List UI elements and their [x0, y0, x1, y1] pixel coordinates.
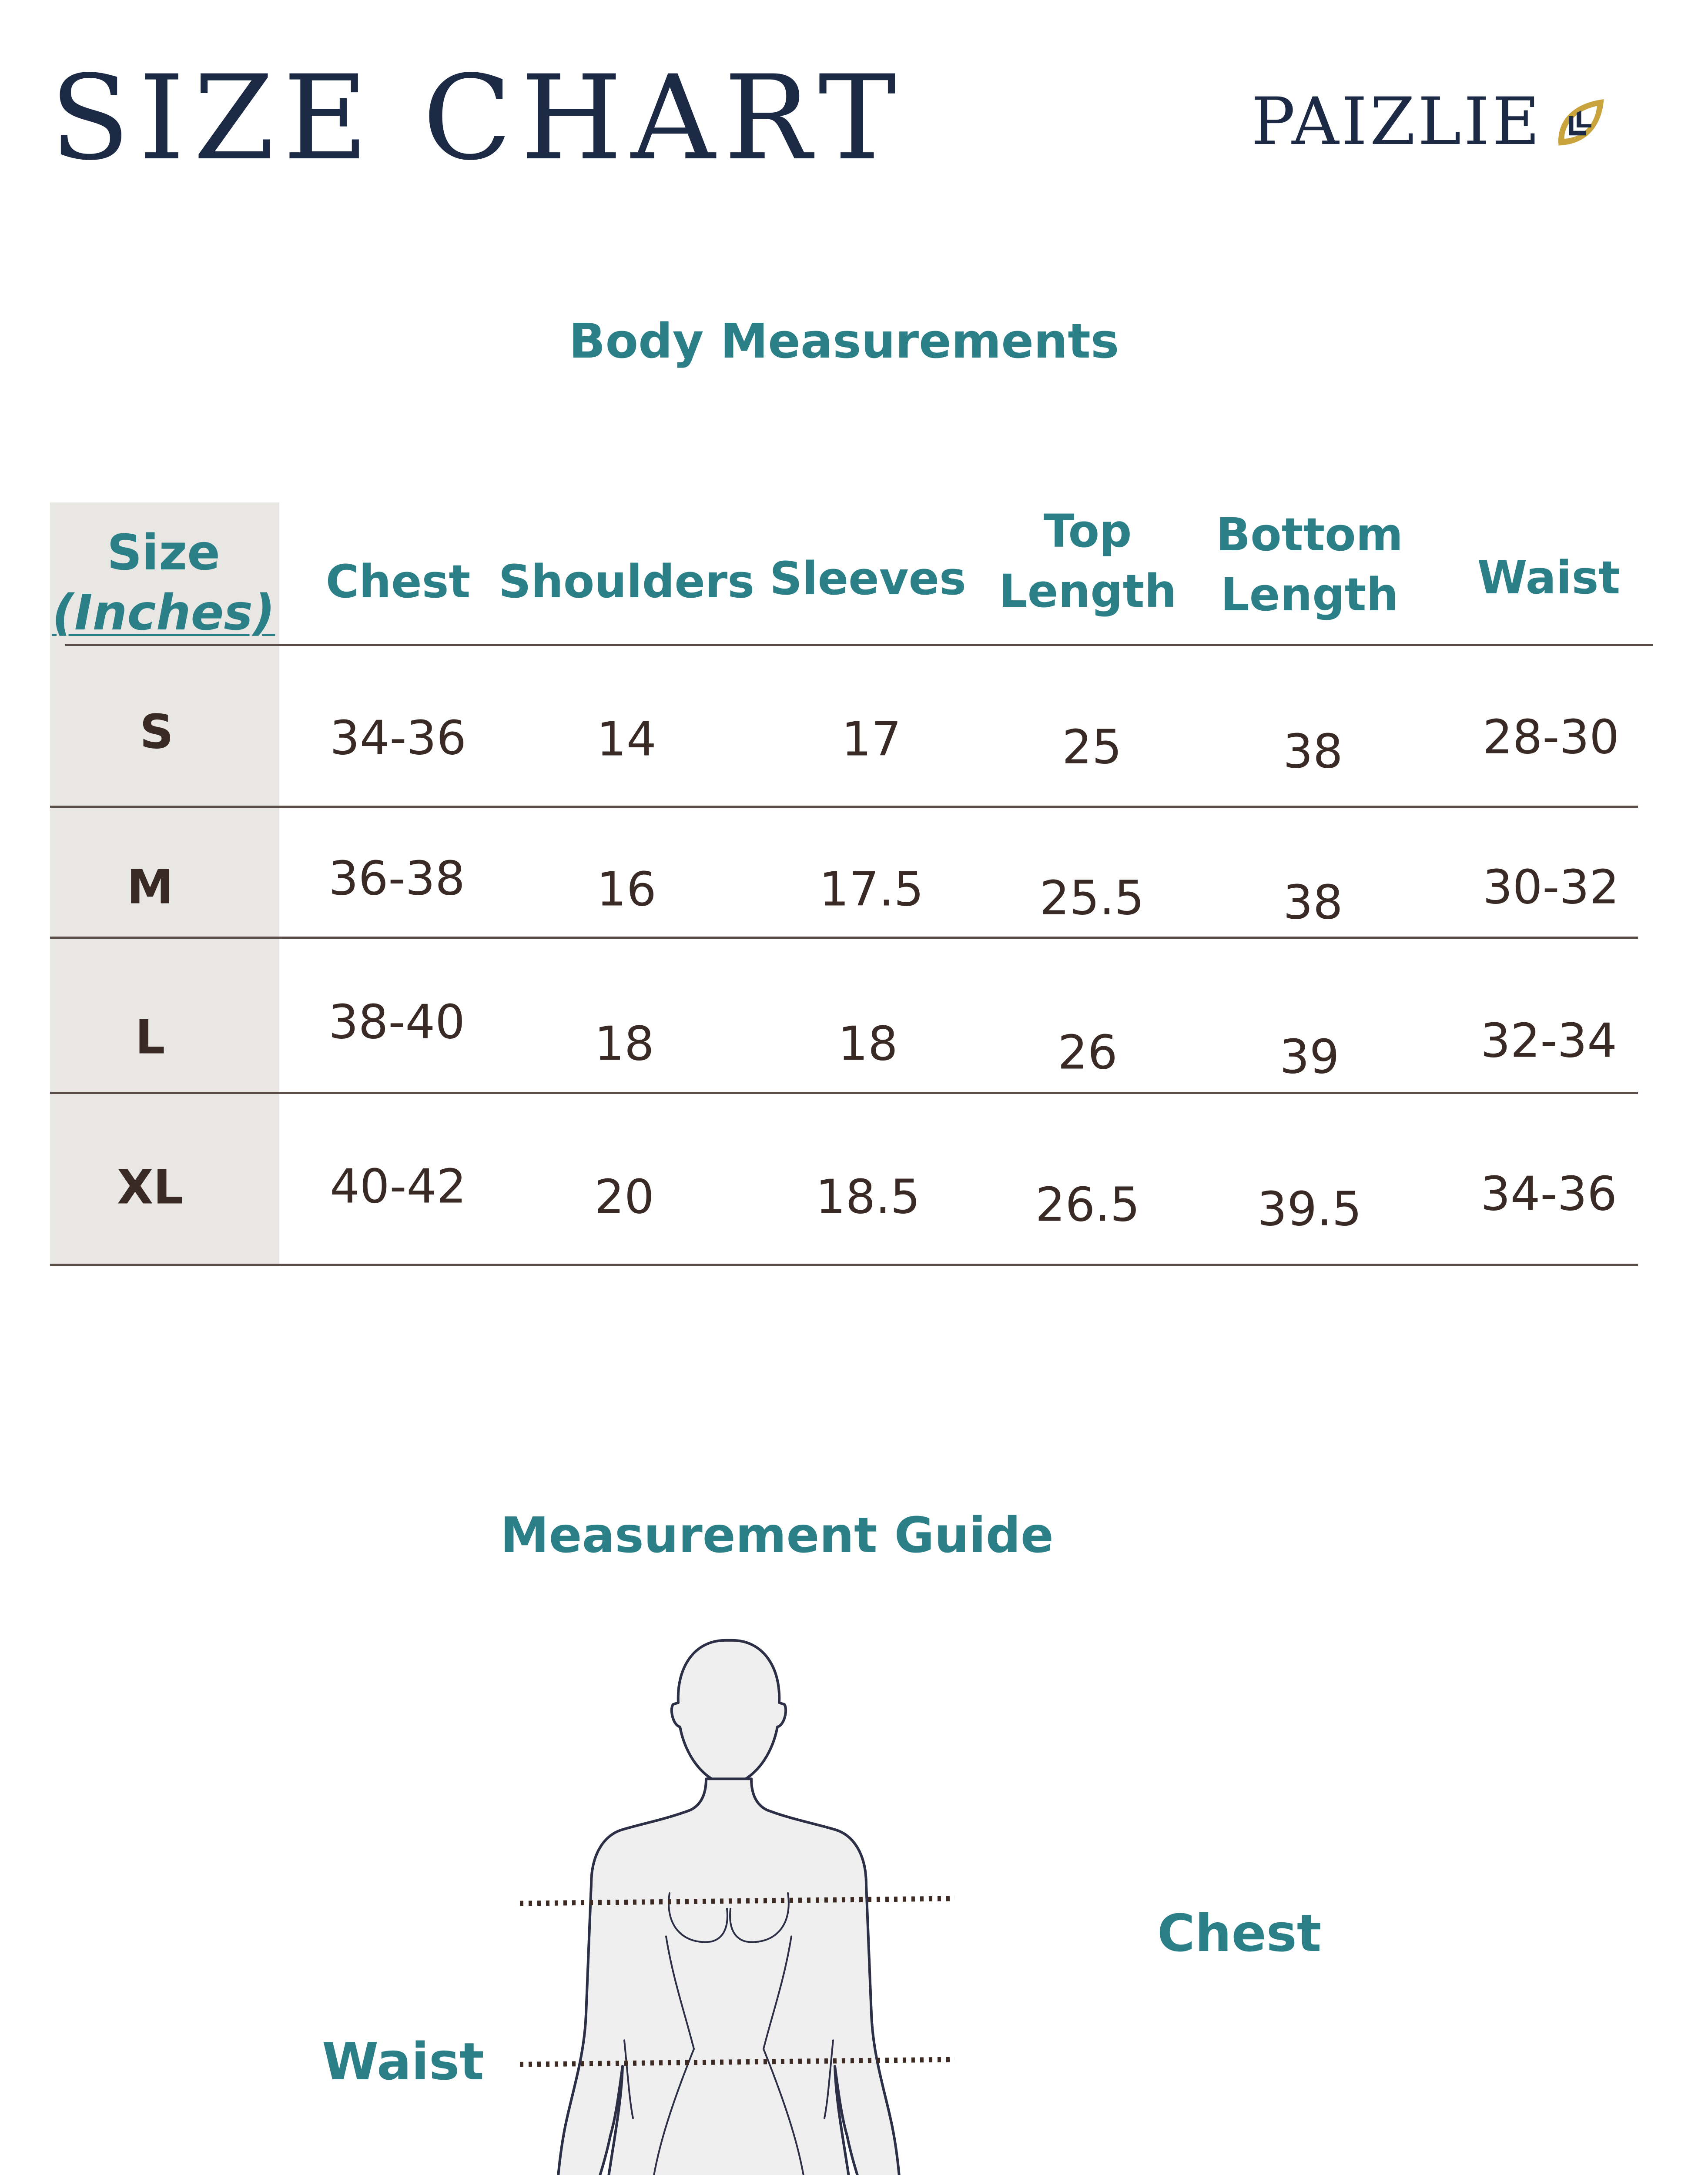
- row-xl-top-length: 26.5: [1035, 1178, 1140, 1232]
- row-l-size: L: [135, 1010, 165, 1065]
- leaf-logo-icon: [1552, 94, 1608, 150]
- header-bottom-length-line2: Length: [1220, 568, 1399, 621]
- header-size-unit: (Inches): [52, 585, 275, 641]
- header-size: [52, 523, 275, 643]
- page-title: SIZE CHART: [50, 50, 905, 186]
- measurement-guide-heading-text: Measurement Guide: [500, 1507, 1054, 1564]
- row-m-waist: 30-32: [1483, 860, 1619, 915]
- row-m-size: M: [127, 860, 174, 915]
- row-l-bottom-length: 39: [1279, 1030, 1340, 1084]
- header-divider: [65, 644, 1653, 646]
- row-xl-bottom-length: 39.5: [1257, 1182, 1362, 1237]
- row-m-chest: 36-38: [328, 851, 465, 906]
- body-outline-figure: [520, 1633, 955, 2175]
- row-s-bottom-length: 38: [1283, 724, 1343, 779]
- waist-label: Waist: [322, 2031, 484, 2091]
- row-m-bottom-length: 38: [1283, 875, 1343, 930]
- row-s-chest: 34-36: [330, 711, 466, 766]
- row-divider: [50, 937, 1638, 939]
- row-xl-waist: 34-36: [1480, 1167, 1617, 1221]
- body-measurements-heading-text: Body Measurements: [569, 313, 1119, 369]
- row-s-size: S: [140, 705, 174, 760]
- header-size-label: Size: [107, 525, 221, 581]
- row-l-chest: 38-40: [328, 995, 465, 1050]
- header-top-length-line1: Top: [1043, 505, 1132, 558]
- header-shoulders: Shoulders: [498, 555, 755, 608]
- row-l-waist: 32-34: [1480, 1014, 1617, 1068]
- header-waist: Waist: [1477, 551, 1621, 604]
- header-sleeves: Sleeves: [770, 552, 966, 605]
- row-l-sleeves: 18: [838, 1017, 898, 1071]
- table-bottom-rule: [50, 1264, 1638, 1266]
- row-xl-sleeves: 18.5: [815, 1170, 921, 1225]
- row-m-top-length: 25.5: [1039, 871, 1145, 926]
- row-m-sleeves: 17.5: [819, 862, 924, 917]
- header-chest: Chest: [325, 555, 471, 608]
- brand-logo: [1251, 84, 1608, 160]
- brand-name: PAIZLIE: [1251, 84, 1543, 160]
- row-s-waist: 28-30: [1483, 710, 1619, 765]
- header-top-length: [998, 501, 1176, 621]
- chest-label: Chest: [1157, 1903, 1322, 1963]
- row-m-shoulders: 16: [596, 862, 656, 917]
- header-bottom-length: [1216, 505, 1403, 625]
- row-xl-size: XL: [117, 1160, 184, 1215]
- row-s-sleeves: 17: [841, 712, 901, 767]
- row-s-shoulders: 14: [596, 712, 656, 767]
- row-xl-shoulders: 20: [594, 1170, 654, 1225]
- row-xl-chest: 40-42: [330, 1159, 466, 1214]
- header-bottom-length-line1: Bottom: [1216, 508, 1403, 561]
- row-divider: [50, 806, 1638, 808]
- row-l-shoulders: 18: [594, 1017, 654, 1071]
- row-l-top-length: 26: [1058, 1025, 1118, 1080]
- row-s-top-length: 25: [1062, 720, 1122, 775]
- header-top-length-line2: Length: [998, 565, 1177, 618]
- row-divider: [50, 1092, 1638, 1094]
